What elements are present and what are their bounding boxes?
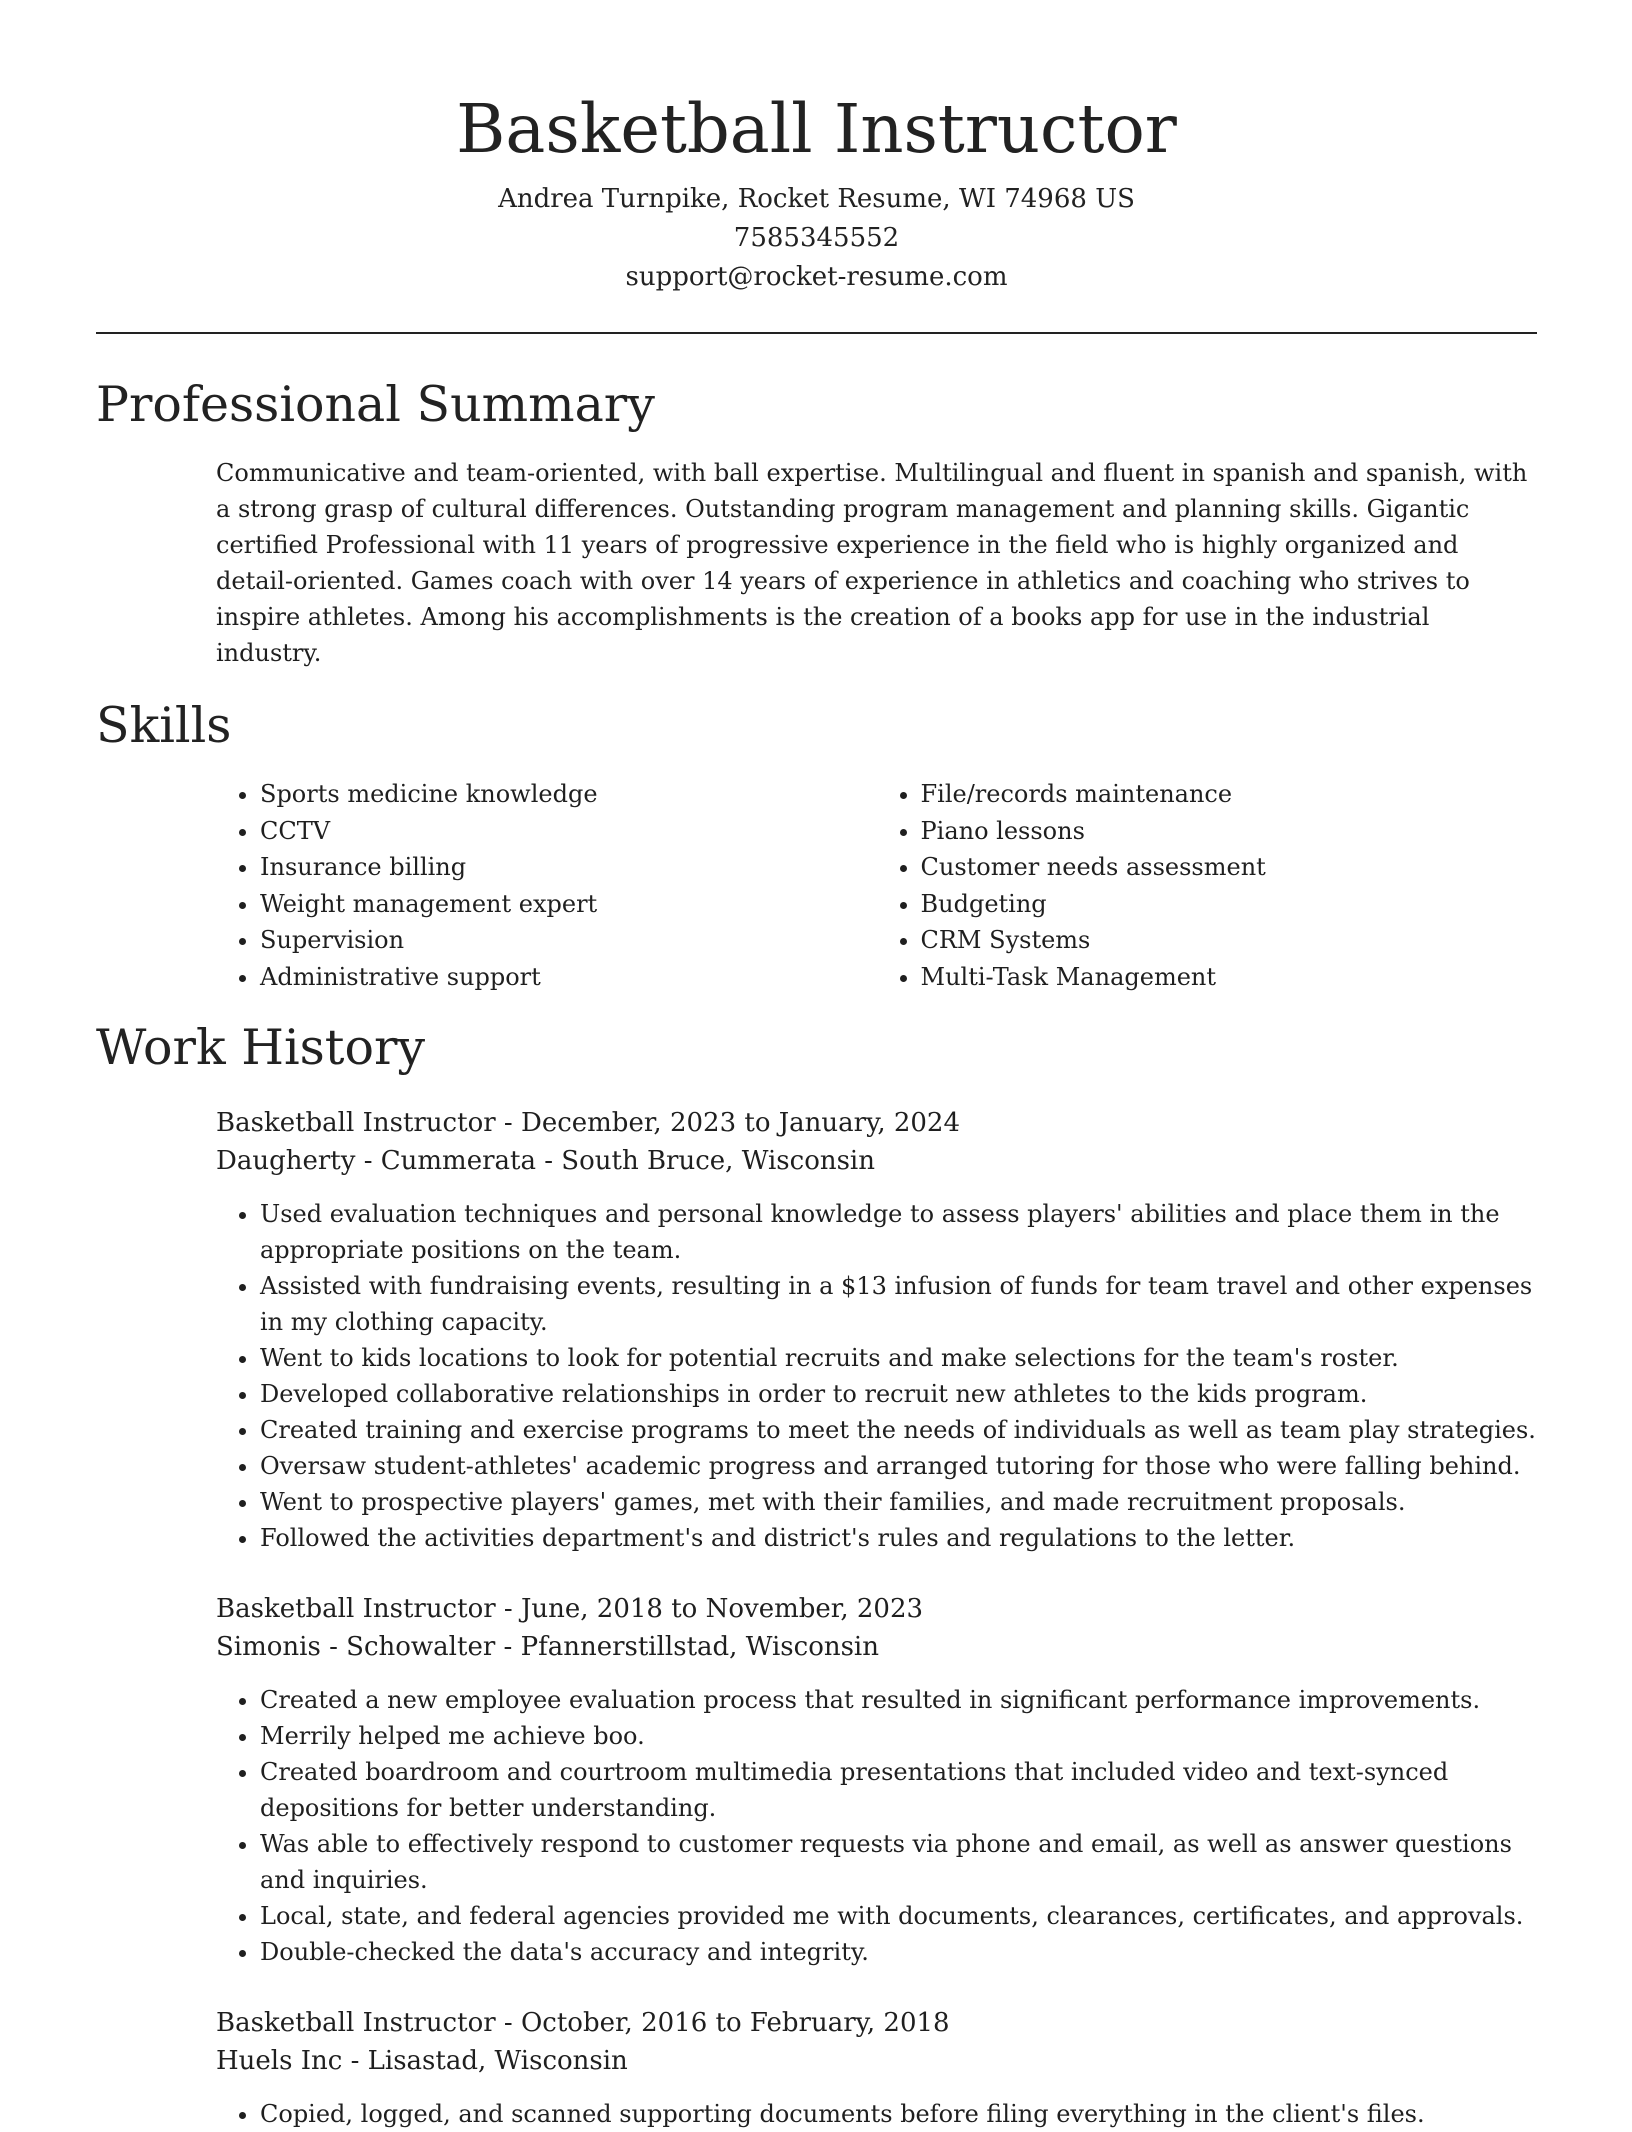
duty-item: • Went to kids locations to look for potential recruits and make selections for the team's roster.	[260, 1340, 1537, 1376]
duty-item: • Merrily helped me achieve boo.	[260, 1718, 1537, 1754]
skill-item: • Supervision	[260, 922, 877, 959]
duty-item: • Created boardroom and courtroom multimedia presentations that included video and text-synced depositions for better understanding.	[260, 1754, 1537, 1826]
skills-heading: Skills	[96, 697, 232, 754]
job-dates: - December, 2023 to January, 2024	[495, 1108, 961, 1138]
job-company-line	[216, 1628, 1537, 1666]
contact-phone: 7585345552	[733, 223, 900, 253]
job-entry	[216, 1590, 1537, 1970]
job-duties	[216, 1682, 1537, 1970]
job-title: Basketball Instructor	[216, 2008, 496, 2038]
skill-item: • Piano lessons	[921, 813, 1538, 850]
job-entry	[216, 1104, 1537, 1556]
skills-column-left	[216, 776, 877, 995]
resume-title: Basketball Instructor	[456, 90, 1177, 168]
contact-address: Andrea Turnpike, Rocket Resume, WI 74968 US	[498, 184, 1135, 214]
summary-text: Communicative and team-oriented, with ball expertise. Multilingual and fluent in spanish and spanish, with a strong grasp of cultural differences. Outstanding program management and planning skills. Gigantic certified Professional with 11 years of progressive experience in the field who is highly organized and detail-oriented. Games coach with over 14 years of experience in athletics and coaching who strives to inspire athletes. Among his accomplishments is the creation of a books app for use in the industrial industry.	[216, 459, 1528, 667]
skill-item: • CRM Systems	[921, 922, 1538, 959]
skills-column-right	[877, 776, 1538, 995]
skills-list	[216, 776, 1537, 995]
skill-item: • Customer needs assessment	[921, 849, 1538, 886]
summary-heading: Professional Summary	[96, 376, 655, 433]
contact-email: support@rocket-resume.com	[625, 262, 1008, 292]
duty-item: • Was able to effectively respond to customer requests via phone and email, as well as answer questions and inquiries.	[260, 1826, 1537, 1898]
work-history-heading: Work History	[96, 1019, 426, 1076]
duty-item: • Followed the activities department's and district's rules and regulations to the letter.	[260, 1520, 1537, 1556]
job-duties	[216, 2096, 1537, 2132]
job-dates: - June, 2018 to November, 2023	[495, 1594, 924, 1624]
duty-item: • Used evaluation techniques and personal knowledge to assess players' abilities and place them in the appropriate positions on the team.	[260, 1196, 1537, 1268]
duty-item: • Copied, logged, and scanned supporting documents before filing everything in the client's files.	[260, 2096, 1537, 2132]
job-entry	[216, 2004, 1537, 2132]
skill-item: • Multi-Task Management	[921, 959, 1538, 996]
duty-item: • Assisted with fundraising events, resulting in a $13 infusion of funds for team travel and other expenses in my clothing capacity.	[260, 1268, 1537, 1340]
job-company: Daugherty - Cummerata	[216, 1146, 536, 1176]
skill-item: • File/records maintenance	[921, 776, 1538, 813]
contact-block	[96, 180, 1537, 297]
job-title: Basketball Instructor	[216, 1108, 496, 1138]
job-company: Huels Inc	[216, 2046, 343, 2076]
duty-item: • Local, state, and federal agencies provided me with documents, clearances, certificates, and approvals.	[260, 1898, 1537, 1934]
skill-item: • Insurance billing	[260, 849, 877, 886]
skill-item: • Administrative support	[260, 959, 877, 996]
job-company: Simonis - Schowalter	[216, 1632, 496, 1662]
resume-header	[96, 0, 1537, 297]
job-company-line	[216, 1142, 1537, 1180]
duty-item: • Double-checked the data's accuracy and integrity.	[260, 1934, 1537, 1970]
skill-item: • CCTV	[260, 813, 877, 850]
duty-item: • Went to prospective players' games, met with their families, and made recruitment proposals.	[260, 1484, 1537, 1520]
resume-page	[96, 0, 1537, 2132]
skill-item: • Budgeting	[921, 886, 1538, 923]
job-company-line	[216, 2042, 1537, 2080]
header-divider	[96, 332, 1537, 334]
job-duties	[216, 1196, 1537, 1556]
job-title-line	[216, 1104, 1537, 1142]
job-title-line	[216, 2004, 1537, 2042]
skill-item: • Sports medicine knowledge	[260, 776, 877, 813]
duty-item: • Created training and exercise programs to meet the needs of individuals as well as team play strategies.	[260, 1412, 1537, 1448]
job-title-line	[216, 1590, 1537, 1628]
job-location: - Pfannerstillstad, Wisconsin	[495, 1632, 879, 1662]
duty-item: • Oversaw student-athletes' academic progress and arranged tutoring for those who were falling behind.	[260, 1448, 1537, 1484]
duty-item: • Created a new employee evaluation process that resulted in significant performance improvements.	[260, 1682, 1537, 1718]
job-title: Basketball Instructor	[216, 1594, 496, 1624]
job-location: - Lisastad, Wisconsin	[342, 2046, 628, 2076]
duty-item: • Developed collaborative relationships in order to recruit new athletes to the kids program.	[260, 1376, 1537, 1412]
job-dates: - October, 2016 to February, 2018	[495, 2008, 950, 2038]
skill-item: • Weight management expert	[260, 886, 877, 923]
job-location: - South Bruce, Wisconsin	[535, 1146, 875, 1176]
